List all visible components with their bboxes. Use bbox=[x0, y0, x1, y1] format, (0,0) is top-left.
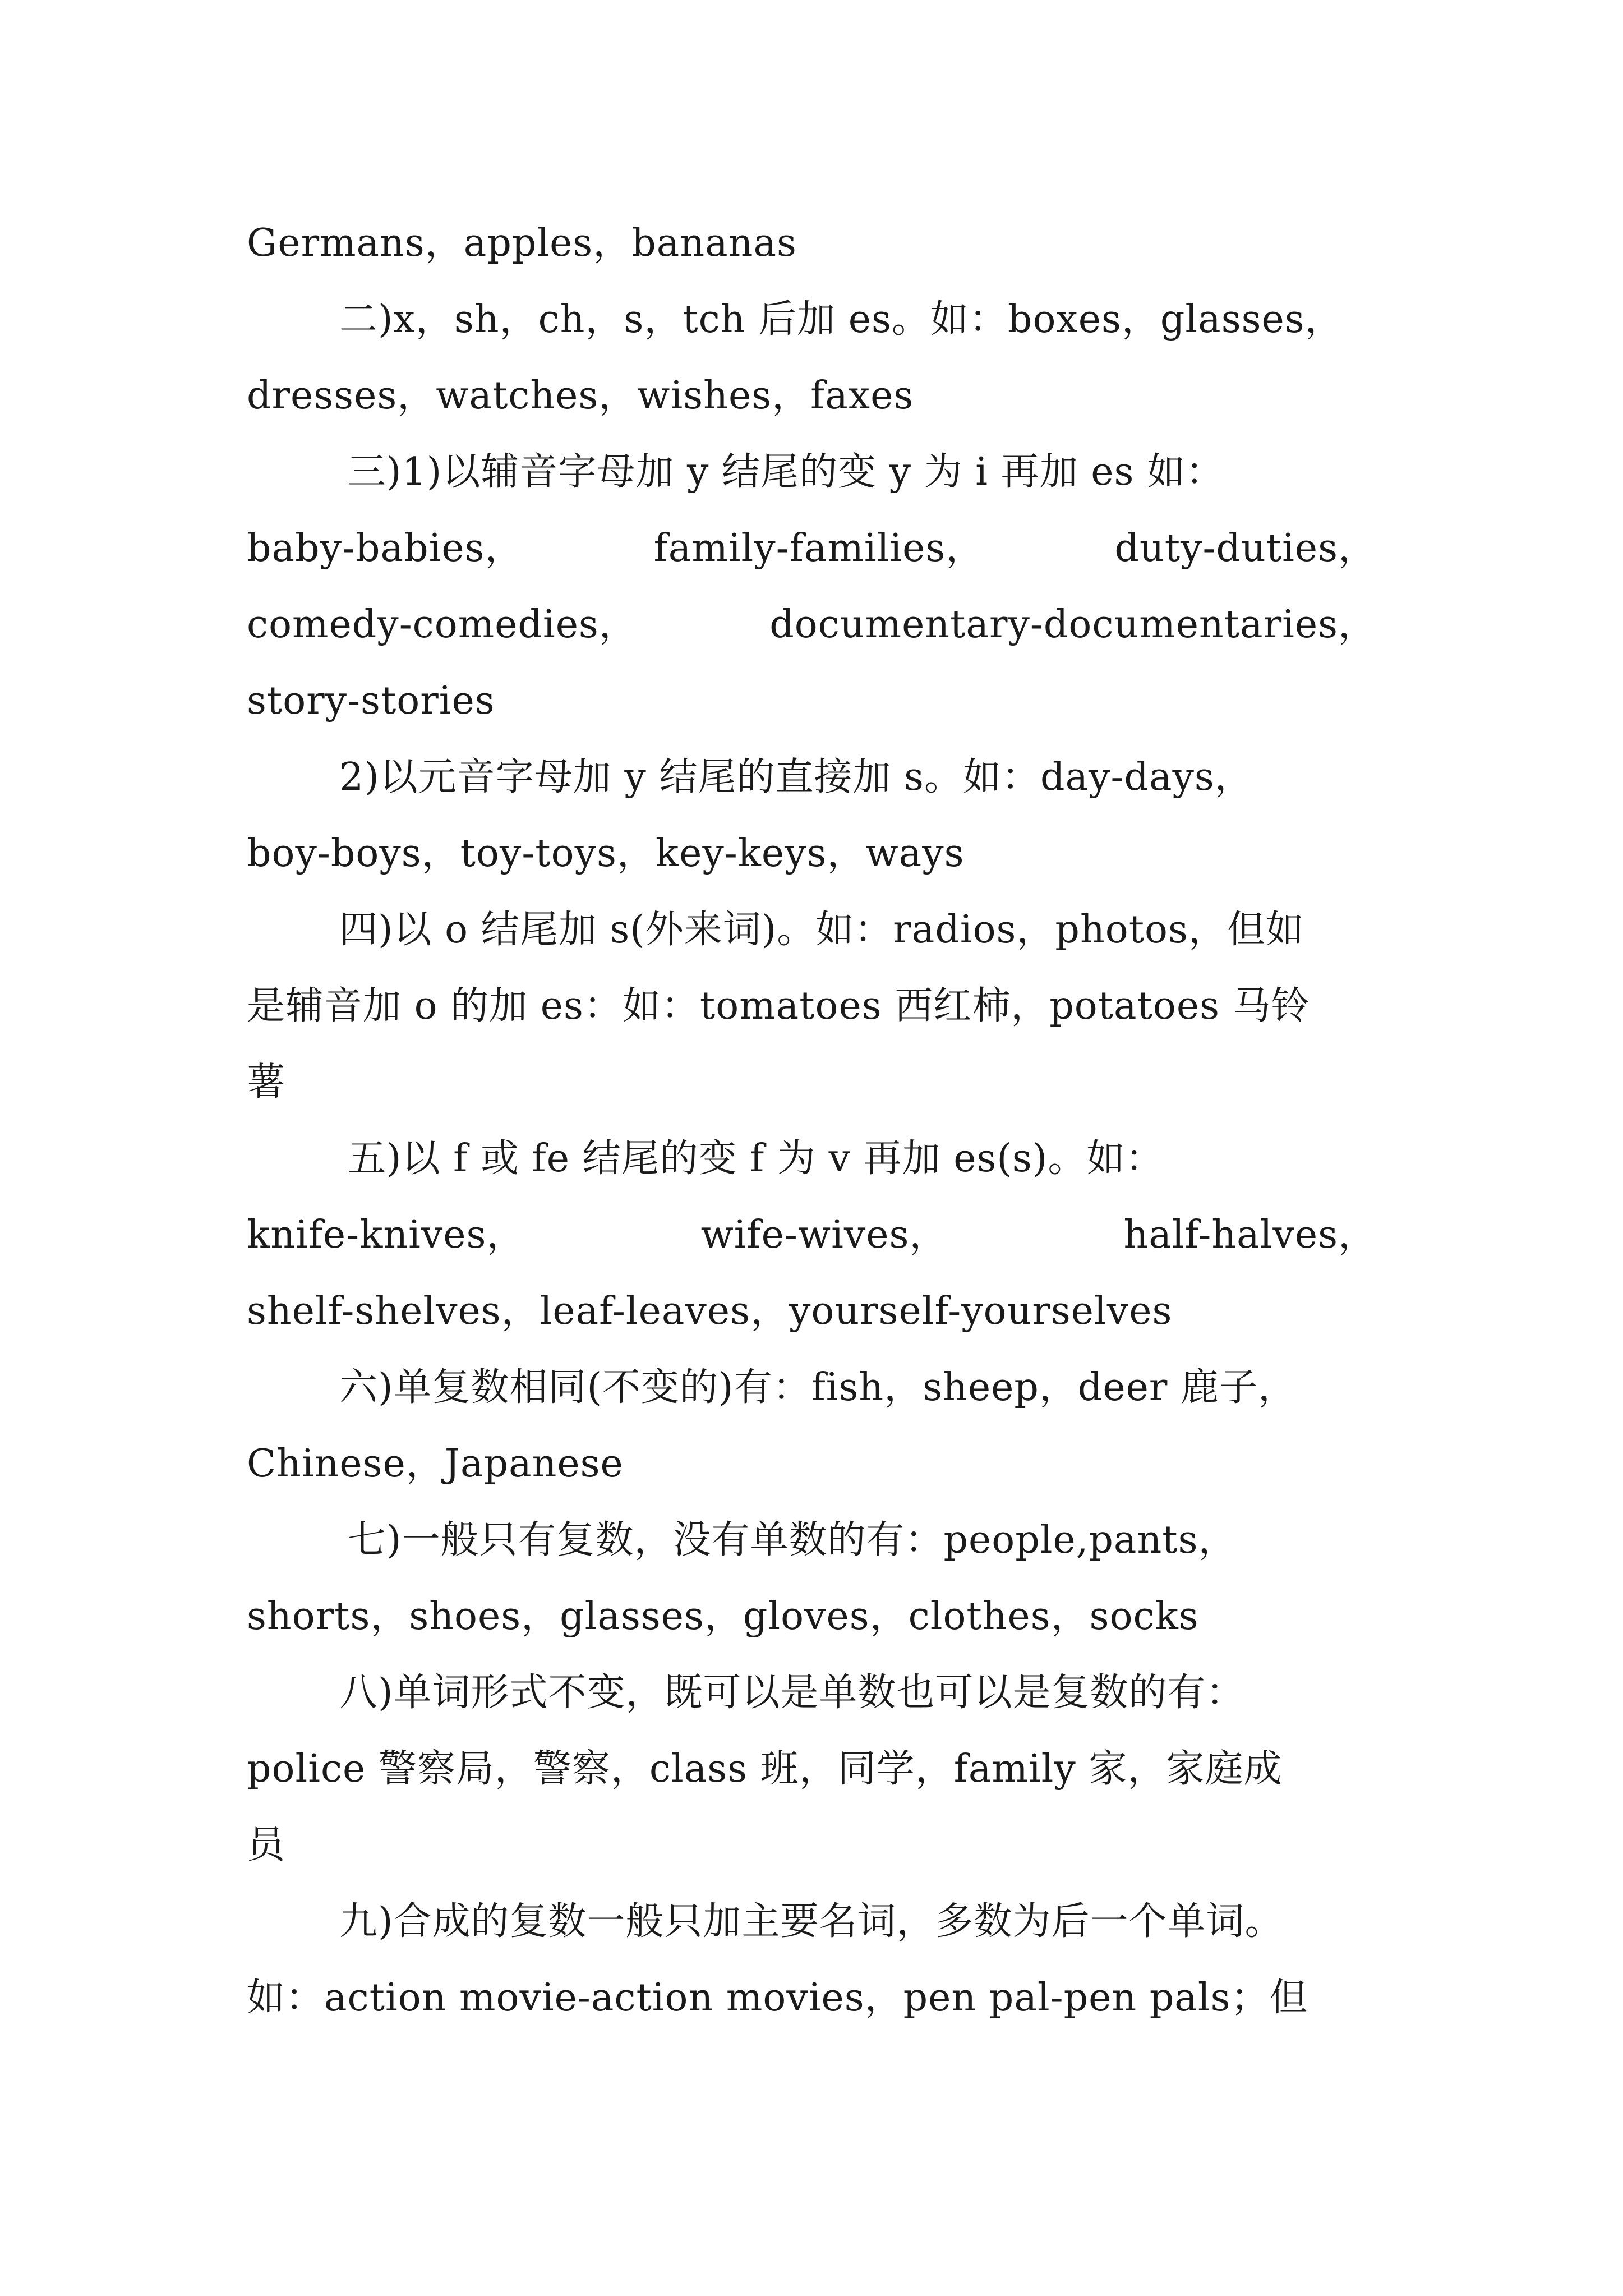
text-line: Chinese，Japanese bbox=[247, 1442, 624, 1486]
text-segment: half-halves， bbox=[1123, 1213, 1377, 1257]
text-segment: duty-duties， bbox=[1114, 526, 1377, 570]
text-segment: wife-wives， bbox=[700, 1213, 948, 1257]
text-line: 三)1)以辅音字母加 y 结尾的变 y 为 i 再加 es 如： bbox=[348, 450, 1224, 494]
text-segment: knife-knives， bbox=[247, 1213, 525, 1257]
text-line: story-stories bbox=[247, 679, 495, 723]
text-line bbox=[247, 1213, 1377, 1257]
text-line: 七)一般只有复数，没有单数的有：people,pants， bbox=[348, 1518, 1237, 1562]
text-line: dresses，watches，wishes，faxes bbox=[247, 374, 914, 418]
text-line: shelf-shelves，leaf-leaves，yourself-yourselves bbox=[247, 1289, 1173, 1333]
text-segment: documentary-documentaries， bbox=[769, 602, 1377, 647]
text-segment: family-families， bbox=[653, 526, 985, 570]
text-segment: comedy-comedies， bbox=[247, 602, 638, 647]
text-segment: baby-babies， bbox=[247, 526, 524, 570]
text-line: 是辅音加 o 的加 es：如：tomatoes 西红柿，potatoes 马铃 bbox=[247, 984, 1310, 1028]
text-line: Germans，apples，bananas bbox=[247, 221, 797, 265]
text-line: 四)以 o 结尾加 s(外来词)。如：radios，photos，但如 bbox=[339, 908, 1304, 952]
text-line: 2)以元音字母加 y 结尾的直接加 s。如：day-days， bbox=[339, 755, 1253, 799]
text-line: 员 bbox=[247, 1823, 286, 1867]
text-line: shorts，shoes，glasses，gloves，clothes，socks bbox=[247, 1594, 1199, 1639]
text-line: 五)以 f 或 fe 结尾的变 f 为 v 再加 es(s)。如： bbox=[348, 1137, 1164, 1181]
text-line: 如：action movie-action movies，pen pal-pen pals；但 bbox=[247, 1976, 1308, 2020]
text-line: 八)单词形式不变，既可以是单数也可以是复数的有： bbox=[339, 1671, 1245, 1715]
text-line: boy-boys，toy-toys，key-keys，ways bbox=[247, 831, 965, 876]
text-line: 薯 bbox=[247, 1060, 286, 1105]
text-line: 六)单复数相同(不变的)有：fish，sheep，deer 鹿子， bbox=[339, 1365, 1297, 1410]
text-line: 九)合成的复数一般只加主要名词，多数为后一个单词。 bbox=[339, 1899, 1284, 1944]
text-line: 二)x，sh，ch，s，tch 后加 es。如：boxes，glasses， bbox=[339, 297, 1344, 342]
text-line: police 警察局，警察，class 班，同学，family 家，家庭成 bbox=[247, 1747, 1283, 1791]
text-line bbox=[247, 526, 1377, 570]
text-line bbox=[247, 602, 1377, 647]
